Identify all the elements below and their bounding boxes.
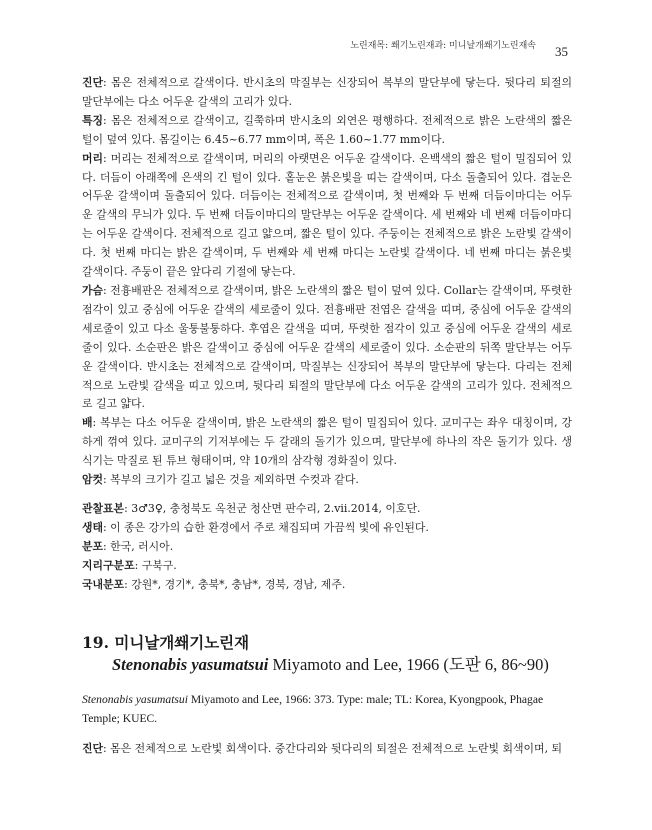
citation-name: Stenonabis yasumatsui: [82, 693, 188, 706]
taxonomic-citation: [82, 690, 572, 728]
ecology-text: : 이 종은 강가의 습한 환경에서 주로 채집되며 가끔씩 빛에 유인된다.: [103, 520, 429, 534]
ecology-record: [82, 519, 572, 538]
features-label: 특징: [82, 113, 104, 127]
section-gap: [82, 490, 572, 500]
species-authority: Miyamoto and Lee, 1966: [272, 655, 440, 674]
species-korean-heading: [82, 632, 572, 654]
species-scientific-name: Stenonabis yasumatsui: [112, 655, 269, 674]
species-plate-ref: (도판 6, 86~90): [443, 655, 549, 674]
domestic-text: : 강원*, 경기*, 충북*, 충남*, 경북, 경남, 제주.: [124, 577, 346, 591]
species-korean-name: 미니날개쐐기노린재: [114, 633, 250, 652]
specimens-label: 관찰표본: [82, 501, 125, 515]
diagnosis-text: : 몸은 전체적으로 갈색이다. 반시초의 막질부는 신장되어 복부의 말단부에 닿는다. 뒷다리 퇴절의 말단부에는 다소 어두운 갈색의 고리가 있다.: [82, 76, 572, 108]
region-record: [82, 557, 572, 576]
distribution-text: : 한국, 러시아.: [103, 539, 174, 553]
species-description: [82, 74, 572, 594]
abdomen-paragraph: [82, 414, 572, 471]
page-number: 35: [555, 44, 568, 59]
head-text: : 머리는 전체적으로 갈색이며, 머리의 아랫면은 어두운 갈색이다. 은백색의 짧은 털이 밀집되어 있다. 더듬이 아래쪽에 은색의 긴 털이 있다. 홑눈은 붉은빛을 띠는 갈색이며, 다소 돌출되어 있다. 겹눈은 어두운 갈색이며 돌출되어 있다. 더듬이는 전체적으로 갈색이며, 첫 번째와 두 번째 더듬이마디는 어두운 갈색의 무늬가 있다. 두 번째 더듬이마디의 말단부는 어두운 갈색이다. 세 번째와 네 번째 더듬이마디는 어두운 갈색이다. 전체적으로 길고 얇으며, 짧은 털이 있다. 주둥이는 전체적으로 밝은 노란빛 갈색이다. 첫 번째 마디는 밝은 갈색이며, 두 번째와 세 번째 마디는 노란빛 갈색이다. 네 번째 마디는 붉은빛 갈색이다. 주둥이 끝은 앞다리 기절에 닿는다.: [82, 151, 572, 279]
female-paragraph: [82, 471, 572, 490]
species-heading: [82, 632, 572, 676]
thorax-paragraph: [82, 282, 572, 414]
running-head: 노린재목: 쐐기노린재과: 미니날개쐐기노린재속: [350, 41, 536, 51]
abdomen-label: 배: [82, 416, 93, 430]
species-number: 19.: [82, 633, 109, 652]
ecology-label: 생태: [82, 520, 104, 534]
specimens-text: : 3♂3♀, 충청북도 옥천군 청산면 판수리, 2.vii.2014, 이호단.: [124, 501, 421, 515]
specimens-record: [82, 500, 572, 519]
region-text: : 구북구.: [134, 558, 177, 572]
next-diagnosis-paragraph: [82, 740, 572, 759]
records-list: [82, 500, 572, 595]
features-paragraph: [82, 112, 572, 150]
domestic-label: 국내분포: [82, 577, 125, 591]
distribution-label: 분포: [82, 539, 104, 553]
female-text: : 복부의 크기가 길고 넓은 것을 제외하면 수컷과 같다.: [103, 473, 359, 487]
thorax-text: : 전흉배판은 전체적으로 갈색이며, 밝은 노란색의 짧은 털이 덮여 있다. Collar는 갈색이며, 뚜렷한 점각이 있고 중심에 어두운 갈색의 세로줄이 있다. 전흉배판 전엽은 갈색을 띠며, 중심에 어두운 갈색의 세로줄이 있고 다소 울퉁불퉁하다. 후엽은 갈색을 띠며, 뚜렷한 점각이 있고 중심에 어두운 갈색의 세로줄이 있다. 소순판은 밝은 갈색이고 중심에 어두운 갈색의 세로줄이 있다. 소순판의 뒤쪽 말단부는 어두운 갈색이다. 반시초는 전체적으로 갈색이며, 막질부는 신장되어 복부의 말단부에 닿는다. 다리는 전체적으로 노란빛 갈색을 띠고 있으며, 뒷다리 퇴절의 말단부에 다소 어두운 갈색의 고리가 있다. 전체적으로 길고 얇다.: [82, 283, 572, 411]
region-label: 지리구분포: [82, 558, 135, 572]
distribution-record: [82, 538, 572, 557]
species-scientific-heading: [82, 654, 572, 676]
features-text: : 몸은 전체적으로 갈색이고, 길쭉하며 반시초의 외연은 평행하다. 전체적으로 밝은 노란색의 짧은 털이 덮여 있다. 몸길이는 6.45~6.77 mm이며, 폭은 1.60~1.77 mm이다.: [82, 113, 572, 146]
diagnosis-label: 진단: [82, 76, 104, 89]
next-diagnosis-label: 진단: [82, 742, 104, 755]
head-label: 머리: [82, 151, 104, 165]
citation-text: Miyamoto and Lee, 1966: 373. Type: male; TL: Korea, Kyongpook, Phagae Temple; KUEC.: [82, 693, 544, 725]
head-paragraph: [82, 150, 572, 282]
female-label: 암컷: [82, 473, 104, 487]
domestic-record: [82, 576, 572, 595]
next-diagnosis-text: : 몸은 전체적으로 노란빛 회색이다. 중간다리와 뒷다리의 퇴절은 전체적으로 노란빛 회색이며, 퇴: [103, 742, 563, 755]
abdomen-text: : 복부는 다소 어두운 갈색이며, 밝은 노란색의 짧은 털이 밀집되어 있다. 교미구는 좌우 대칭이며, 강하게 꺾여 있다. 교미구의 기저부에는 두 갈래의 돌기가 있으며, 말단부에 하나의 작은 돌기가 있다. 생식기는 막질로 된 튜브 형태이며, 약 10개의 삼각형 경화질이 있다.: [82, 416, 572, 468]
diagnosis-paragraph: [82, 74, 572, 112]
thorax-label: 가슴: [82, 283, 104, 297]
